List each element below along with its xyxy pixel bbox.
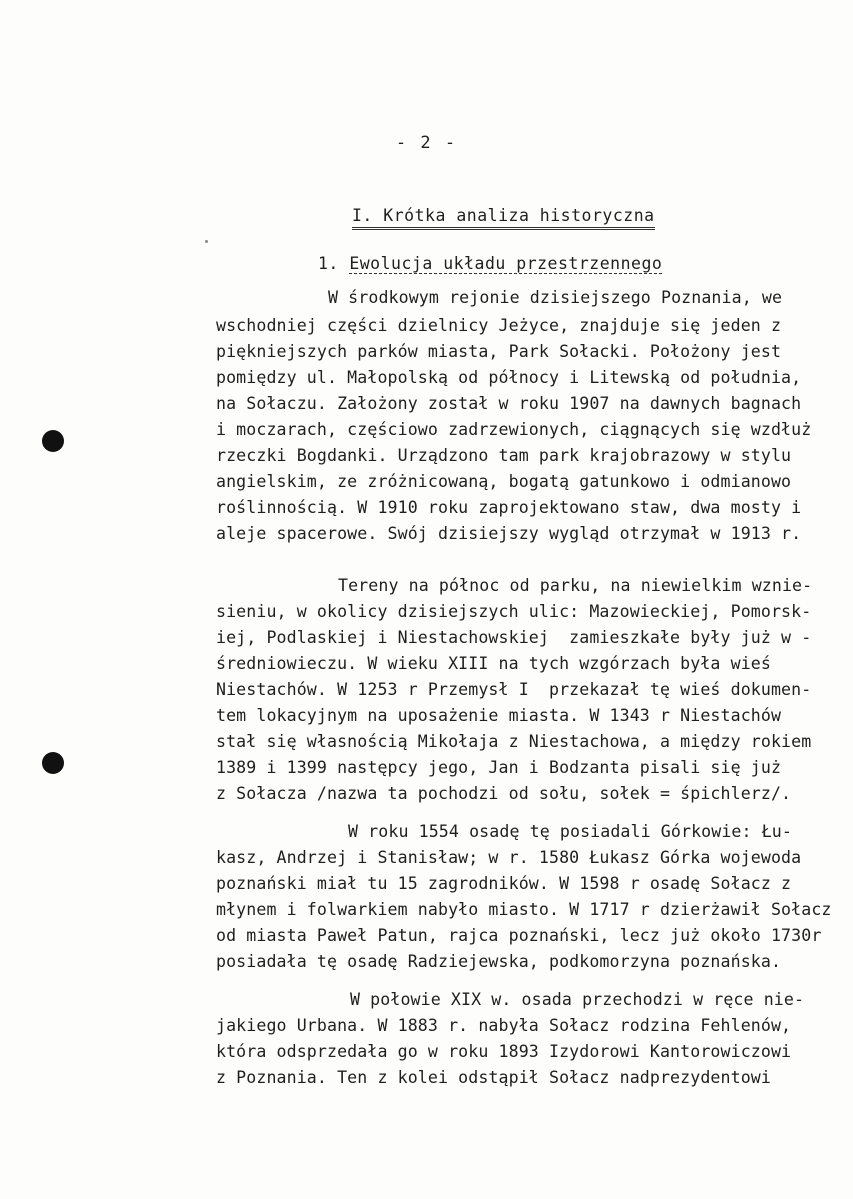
text-line: średniowieczu. W wieku XIII na tych wzgórzach była wieś [216,654,771,673]
subsection-title: Ewolucja układu przestrzennego [349,254,663,273]
text-line: 1389 i 1399 następcy jego, Jan i Bodzanta pisali się już [216,758,782,777]
text-line: kasz, Andrzej i Stanisław; w r. 1580 Łukasz Górka wojewoda [216,848,802,867]
text-line: rzeczki Bogdanki. Urządzono tam park krajobrazowy w stylu [216,446,792,465]
text-line: roślinnością. W 1910 roku zaprojektowano staw, dwa mosty i [216,498,802,517]
text-line: W środkowym rejonie dzisiejszego Poznania, we [328,288,783,307]
text-line: z Sołacza /nazwa ta pochodzi od sołu, sołek = śpichlerz/. [216,784,792,803]
text-line: pomiędzy ul. Małopolską od północy i Litewską od południa, [216,368,802,387]
text-line: poznański miał tu 15 zagrodników. W 1598 r osadę Sołacz z [216,874,792,893]
text-line: Niestachów. W 1253 r Przemysł I przekazał tę wieś dokumen- [216,680,812,699]
text-line: sieniu, w okolicy dzisiejszych ulic: Mazowieckiej, Pomorsk- [216,602,812,621]
subsection-heading [318,254,662,273]
text-line: angielskim, ze zróżnicowaną, bogatą gatunkowo i odmianowo [216,472,792,491]
text-line: W roku 1554 osadę tę posiadali Górkowie: Łu- [348,822,792,841]
text-line: aleje spacerowe. Swój dzisiejszy wygląd otrzymał w 1913 r. [216,524,802,543]
text-line: i moczarach, częściowo zadrzewionych, ciągnących się wzdłuż [216,420,812,439]
text-line: młynem i folwarkiem nabyło miasto. W 1717 r dzierżawił Sołacz [216,900,832,919]
text-line: która odsprzedała go w roku 1893 Izydorowi Kantorowiczowi [216,1042,792,1061]
text-line: od miasta Paweł Patun, rajca poznański, lecz już około 1730r [216,926,822,945]
text-line: piękniejszych parków miasta, Park Sołacki. Położony jest [216,342,782,361]
punch-hole [42,752,64,774]
text-line: wschodniej części dzielnicy Jeżyce, znajduje się jeden z [216,316,782,335]
text-line: stał się własnością Mikołaja z Niestachowa, a między rokiem [216,732,812,751]
text-line: iej, Podlaskiej i Niestachowskiej zamieszkałe były już w - [216,628,812,647]
text-line: jakiego Urbana. W 1883 r. nabyła Sołacz rodzina Fehlenów, [216,1016,792,1035]
page-number: - 2 - [395,133,458,153]
section-title: I. Krótka analiza historyczna [352,206,655,230]
punch-hole [42,430,64,452]
text-line: z Poznania. Ten z kolei odstąpił Sołacz nadprezydentowi [216,1068,771,1087]
text-line: posiadała tę osadę Radziejewska, podkomorzyna poznańska. [216,952,782,971]
text-line: na Sołaczu. Założony został w roku 1907 na dawnych bagnach [216,394,802,413]
text-line: tem lokacyjnym na uposażenie miasta. W 1343 r Niestachów [216,706,782,725]
text-line: W połowie XIX w. osada przechodzi w ręce nie- [350,990,805,1009]
paper-speck [205,240,208,243]
text-line: Tereny na północ od parku, na niewielkim wznie- [338,576,813,595]
subsection-number: 1. [318,254,339,273]
